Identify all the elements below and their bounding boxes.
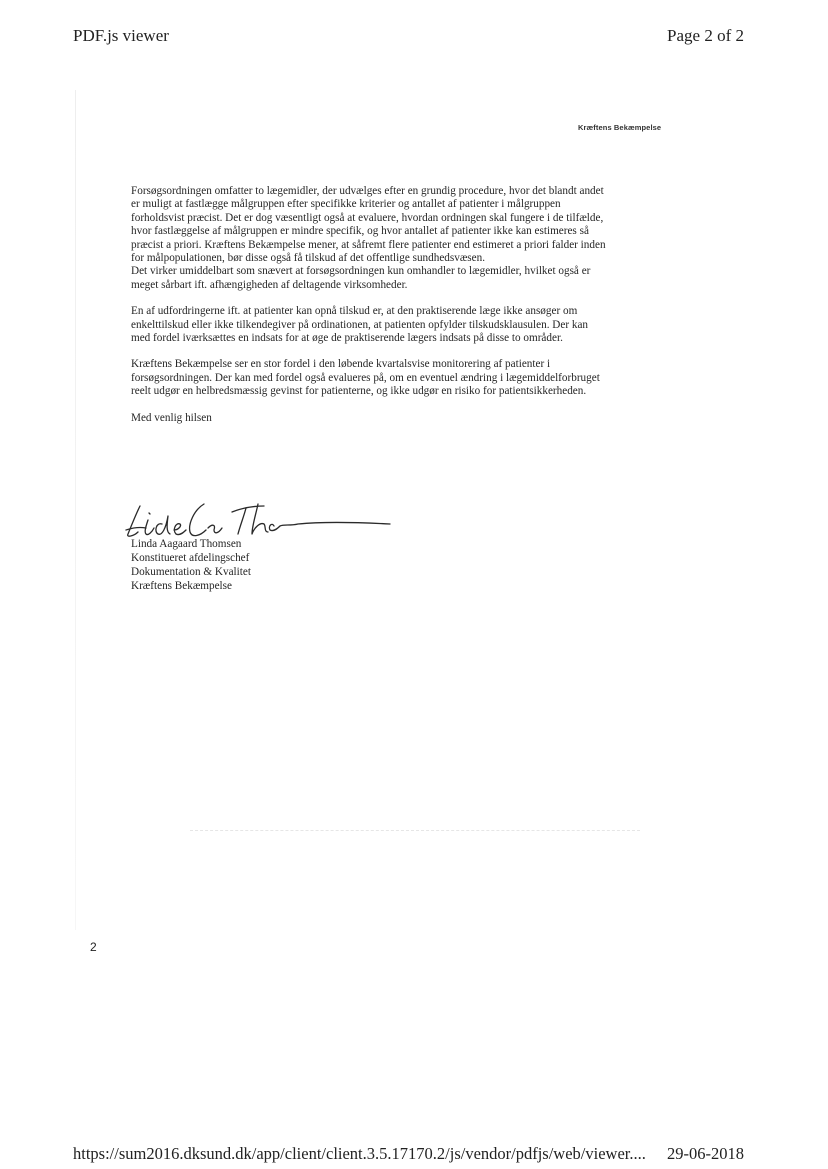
paragraph-udfordringer: En af udfordringerne ift. at patienter kan opnå tilskud er, at den praktiserende læge ikke ansøger om enkelttilskud eller ikke tilkendegiver på ordinationen, at patienten opfylder tilskudsklausulen. Der kan med fordel iværksættes en indsats for at øge de praktiserende lægers indsats på disse to områder. <box>131 305 589 345</box>
signer-name: Linda Aagaard Thomsen <box>131 538 242 550</box>
signer-organization: Kræftens Bekæmpelse <box>131 579 232 592</box>
paragraph-monitorering: Kræftens Bekæmpelse ser en stor fordel i den løbende kvartalsvise monitorering af patienter i forsøgsordningen. Der kan med fordel også evalueres på, om en eventuel ændring i lægemiddelforbruget reelt udgør en helbredsmæssig gevinst for patienterne, og ikke udgør en risiko for patientsikkerheden. <box>131 358 600 398</box>
signer-block <box>131 538 251 594</box>
viewer-title: PDF.js viewer <box>73 26 169 45</box>
handwritten-signature <box>122 494 397 542</box>
letter-body <box>131 185 609 425</box>
paragraph-snaevert: Det virker umiddelbart som snævert at forsøgsordningen kun omhandler to lægemidler, hvilket også er meget sårbart ift. afhængigheden af deltagende virksomheder. <box>131 265 591 291</box>
page-indicator: Page 2 of 2 <box>667 26 744 45</box>
print-date: 29-06-2018 <box>667 1144 744 1163</box>
scan-edge-line <box>75 90 76 930</box>
signer-title: Konstitueret afdelingschef <box>131 551 250 564</box>
paragraph-forsoegsordning: Forsøgsordningen omfatter to lægemidler, der udvælges efter en grundig procedure, hvor det blandt andet er muligt at fastlægge målgruppen efter specifikke kriterier og antallet af patienter i målgruppen forholdsvist præcist. Det er dog væsentligt også at evaluere, hvordan ordningen skal fungere i de tilfælde, hvor fastlæggelse af målgruppen er mindre specifik, og hvor antallet af patienter ikke kan estimeres så præcist a priori. Kræftens Bekæmpelse mener, at såfremt flere patienter end estimeret a priori falder inden for målpopulationen, bør disse også få tilskud af det offentlige sundhedsvæsen. <box>131 185 606 265</box>
closing-salutation: Med venlig hilsen <box>131 411 212 424</box>
letterhead-organization: Kræftens Bekæmpelse <box>578 123 662 132</box>
viewer-url: https://sum2016.dksund.dk/app/client/client.3.5.17170.2/js/vendor/pdfjs/web/viewer.... <box>73 1144 646 1163</box>
signer-department: Dokumentation & Kvalitet <box>131 565 251 578</box>
page-number: 2 <box>90 940 97 954</box>
scan-artifact-line <box>190 830 640 832</box>
